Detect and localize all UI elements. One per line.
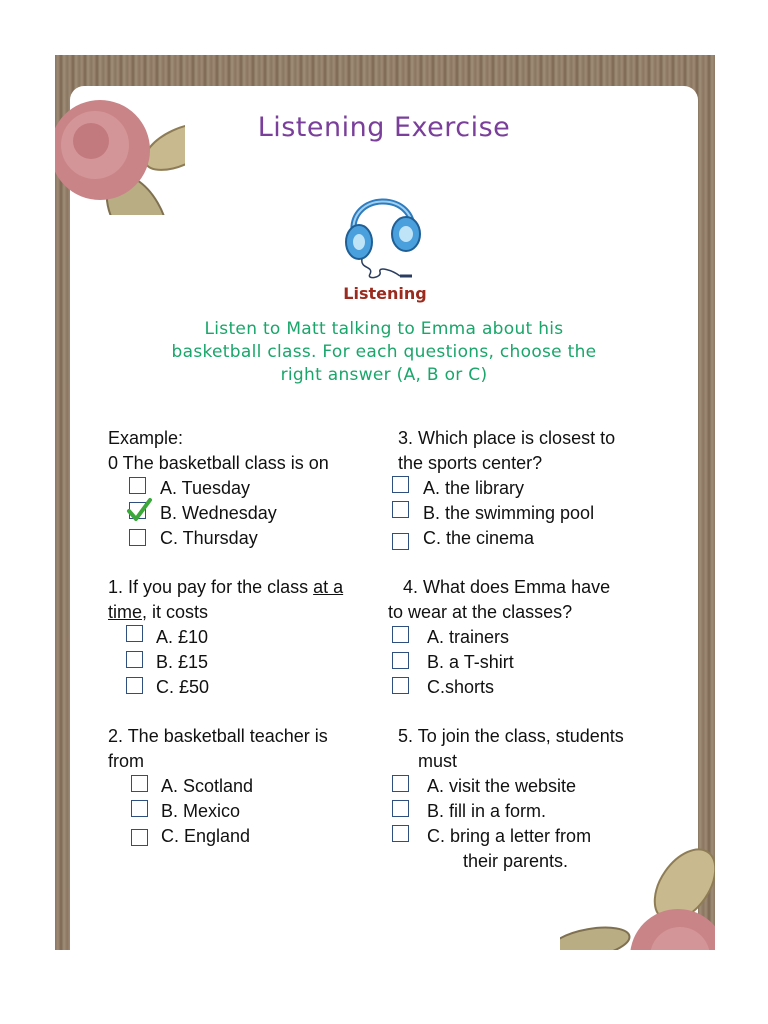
q4-option-c-checkbox[interactable]: [392, 677, 409, 694]
q4-option-b-checkbox[interactable]: [392, 652, 409, 669]
headphones-caption: Listening: [343, 284, 427, 303]
q3-option-c: C. the cinema: [423, 528, 535, 548]
instructions-line: right answer (A, B or C): [280, 365, 488, 385]
q2-line2: from: [108, 751, 144, 771]
instructions-line: basketball class. For each questions, choose the: [171, 342, 597, 362]
example-option-a-checkbox[interactable]: [129, 477, 146, 494]
example-option-b: B. Wednesday: [160, 503, 277, 523]
q5-option-c-continuation: their parents.: [463, 851, 569, 871]
q3-option-c-checkbox[interactable]: [392, 533, 409, 550]
q1-line1: [108, 577, 343, 598]
example-question: 0 The basketball class is on: [108, 453, 329, 473]
q1-option-c: C. £50: [156, 677, 210, 697]
q4-option-b: B. a T-shirt: [427, 652, 514, 672]
q2-line1: 2. The basketball teacher is: [108, 726, 328, 746]
q1-option-a: A. £10: [156, 627, 209, 647]
q5-line2: must: [418, 751, 458, 771]
q2-option-c: C. England: [161, 826, 251, 846]
q5-option-c-checkbox[interactable]: [392, 825, 409, 842]
q1-line1-underlined: at a: [313, 577, 344, 597]
q5-option-a-checkbox[interactable]: [392, 775, 409, 792]
q5-option-c: C. bring a letter from: [427, 826, 592, 846]
q1-option-a-checkbox[interactable]: [126, 625, 143, 642]
instructions-line: Listen to Matt talking to Emma about his: [204, 319, 564, 339]
example-option-a: A. Tuesday: [160, 478, 251, 498]
q5-option-a: A. visit the website: [427, 776, 577, 796]
q2-option-a-checkbox[interactable]: [131, 775, 148, 792]
q5-line1: 5. To join the class, students: [398, 726, 624, 746]
q2-option-c-checkbox[interactable]: [131, 829, 148, 846]
q3-line1: 3. Which place is closest to: [398, 428, 616, 448]
q3-option-b: B. the swimming pool: [423, 503, 595, 523]
q1-option-b: B. £15: [156, 652, 209, 672]
q1-option-b-checkbox[interactable]: [126, 651, 143, 668]
headphones-icon: [340, 184, 426, 294]
q1-line2: [108, 602, 208, 623]
q3-option-a-checkbox[interactable]: [392, 476, 409, 493]
q4-option-a-checkbox[interactable]: [392, 626, 409, 643]
checkmark-icon: [125, 496, 153, 524]
q1-option-c-checkbox[interactable]: [126, 677, 143, 694]
example-option-c: C. Thursday: [160, 528, 258, 548]
q4-option-c: C.shorts: [427, 677, 495, 697]
q3-option-b-checkbox[interactable]: [392, 501, 409, 518]
instructions: [120, 318, 648, 387]
q4-option-a: A. trainers: [427, 627, 510, 647]
q4-line2: to wear at the classes?: [388, 602, 573, 622]
q1-line1-text: 1. If you pay for the class: [108, 577, 314, 597]
q5-option-b-checkbox[interactable]: [392, 800, 409, 817]
q3-line2: the sports center?: [398, 453, 543, 473]
q5-option-b: B. fill in a form.: [427, 801, 547, 821]
q3-option-a: A. the library: [423, 478, 525, 498]
q2-option-a: A. Scotland: [161, 776, 254, 796]
q2-option-b: B. Mexico: [161, 801, 241, 821]
q4-line1: 4. What does Emma have: [403, 577, 611, 597]
q1-line2-text: , it costs: [142, 602, 209, 622]
flower-decoration-bottom-right: [560, 845, 715, 950]
example-option-c-checkbox[interactable]: [129, 529, 146, 546]
q2-option-b-checkbox[interactable]: [131, 800, 148, 817]
q1-line2-underlined: time: [108, 602, 143, 622]
page-title: Listening Exercise: [257, 112, 511, 143]
example-heading: Example:: [108, 428, 184, 448]
